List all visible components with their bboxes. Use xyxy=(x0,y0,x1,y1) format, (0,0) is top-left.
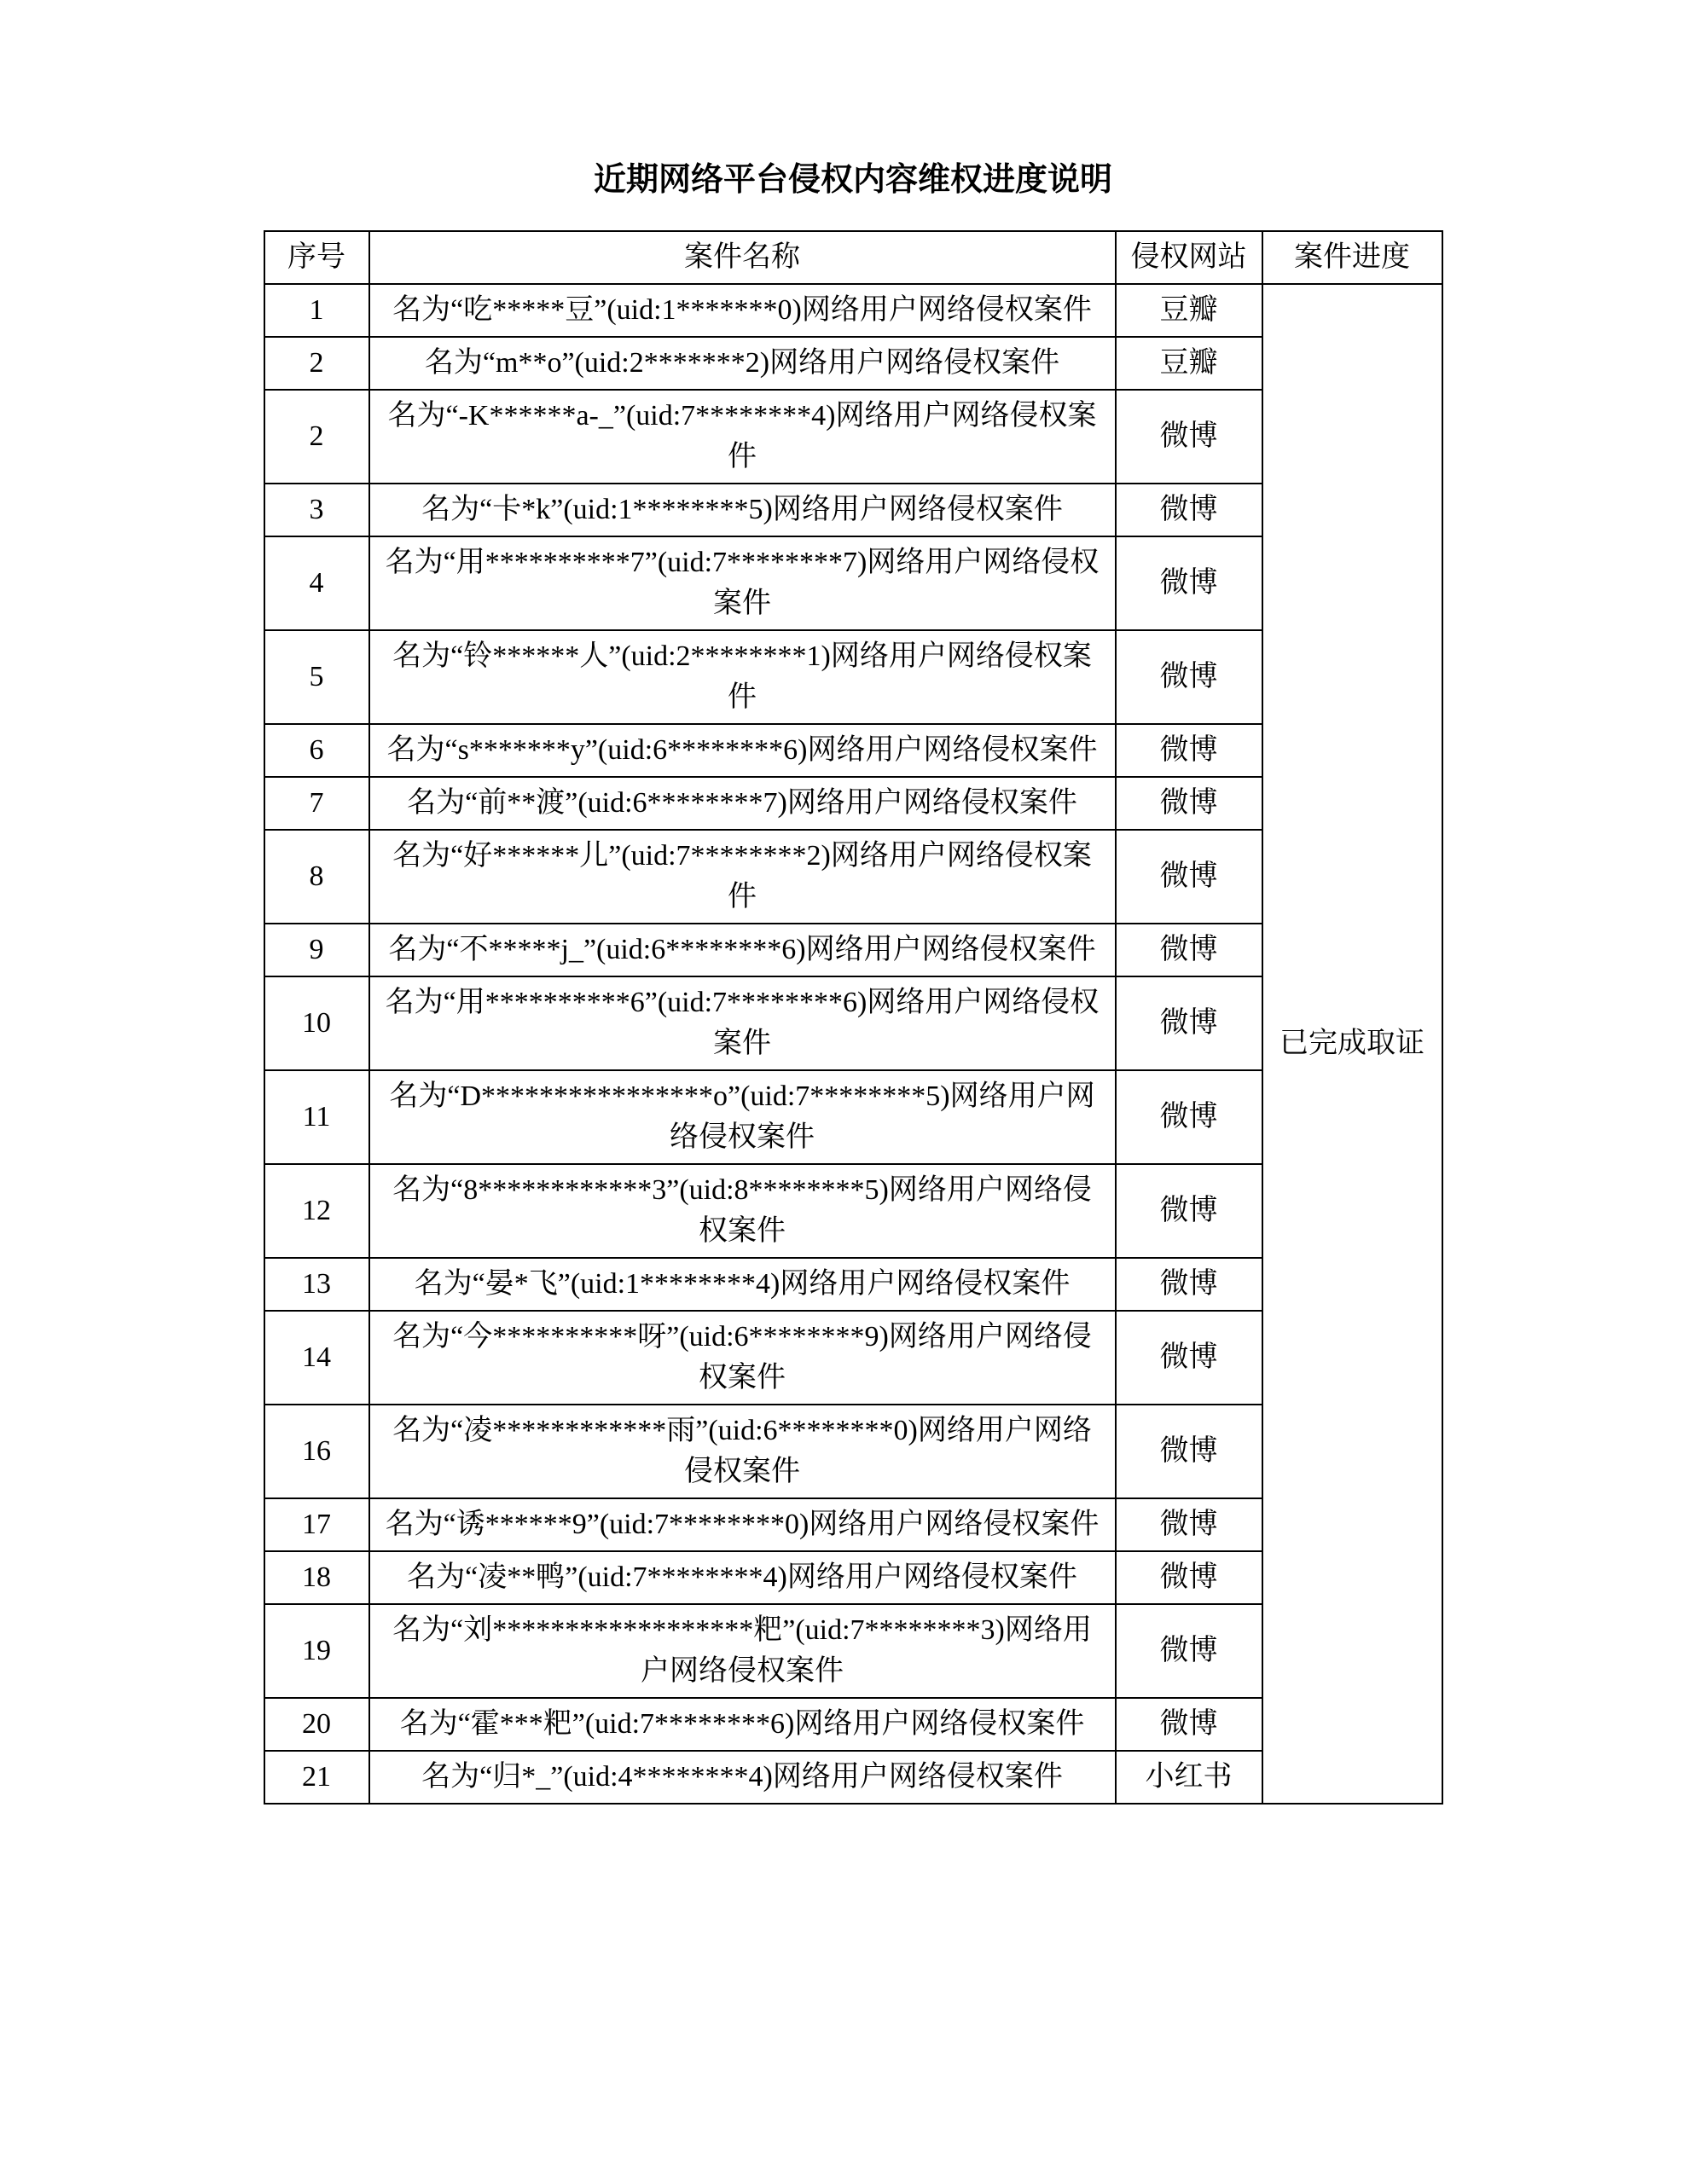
infringing-site-cell: 微博 xyxy=(1116,390,1262,484)
case-name-cell: 名为“s*******y”(uid:6********6)网络用户网络侵权案件 xyxy=(369,724,1116,777)
infringing-site-cell: 微博 xyxy=(1116,484,1262,536)
case-name-cell: 名为“归*_”(uid:4********4)网络用户网络侵权案件 xyxy=(369,1751,1116,1804)
header-infringing-site: 侵权网站 xyxy=(1116,231,1262,284)
case-number-cell: 10 xyxy=(264,976,369,1070)
header-case-name: 案件名称 xyxy=(369,231,1116,284)
case-number-cell: 2 xyxy=(264,337,369,390)
table-body xyxy=(264,284,1442,1804)
case-number-cell: 2 xyxy=(264,390,369,484)
case-name-cell: 名为“卡*k”(uid:1********5)网络用户网络侵权案件 xyxy=(369,484,1116,536)
page-title: 近期网络平台侵权内容维权进度说明 xyxy=(593,162,1112,198)
case-name-cell: 名为“凌**鸭”(uid:7********4)网络用户网络侵权案件 xyxy=(369,1551,1116,1604)
infringing-site-cell: 豆瓣 xyxy=(1116,337,1262,390)
case-number-cell: 13 xyxy=(264,1258,369,1311)
case-number-cell: 17 xyxy=(264,1498,369,1551)
case-name-cell: 名为“吃*****豆”(uid:1*******0)网络用户网络侵权案件 xyxy=(369,284,1116,337)
case-name-cell: 名为“今**********呀”(uid:6********9)网络用户网络侵权案件 xyxy=(369,1311,1116,1405)
infringing-site-cell: 微博 xyxy=(1116,830,1262,924)
infringing-site-cell: 微博 xyxy=(1116,724,1262,777)
infringing-site-cell: 微博 xyxy=(1116,777,1262,830)
infringing-site-cell: 微博 xyxy=(1116,1604,1262,1698)
table-header-row xyxy=(264,231,1442,284)
case-number-cell: 1 xyxy=(264,284,369,337)
case-progress-cell: 已完成取证 xyxy=(1262,284,1442,1804)
case-number-cell: 18 xyxy=(264,1551,369,1604)
infringing-site-cell: 小红书 xyxy=(1116,1751,1262,1804)
case-number-cell: 16 xyxy=(264,1405,369,1498)
case-number-cell: 20 xyxy=(264,1698,369,1751)
case-table xyxy=(264,230,1443,1805)
infringing-site-cell: 微博 xyxy=(1116,1311,1262,1405)
case-number-cell: 11 xyxy=(264,1070,369,1164)
case-name-cell: 名为“用**********7”(uid:7********7)网络用户网络侵权案件 xyxy=(369,536,1116,630)
case-name-cell: 名为“8************3”(uid:8********5)网络用户网络侵权案件 xyxy=(369,1164,1116,1258)
infringing-site-cell: 微博 xyxy=(1116,976,1262,1070)
case-name-cell: 名为“m**o”(uid:2*******2)网络用户网络侵权案件 xyxy=(369,337,1116,390)
case-name-cell: 名为“晏*飞”(uid:1********4)网络用户网络侵权案件 xyxy=(369,1258,1116,1311)
table-row xyxy=(264,284,1442,337)
infringing-site-cell: 微博 xyxy=(1116,536,1262,630)
case-name-cell: 名为“好******儿”(uid:7********2)网络用户网络侵权案件 xyxy=(369,830,1116,924)
case-number-cell: 19 xyxy=(264,1604,369,1698)
infringing-site-cell: 微博 xyxy=(1116,1551,1262,1604)
case-name-cell: 名为“诱******9”(uid:7********0)网络用户网络侵权案件 xyxy=(369,1498,1116,1551)
case-name-cell: 名为“D****************o”(uid:7********5)网络用户网络侵权案件 xyxy=(369,1070,1116,1164)
case-name-cell: 名为“用**********6”(uid:7********6)网络用户网络侵权案件 xyxy=(369,976,1116,1070)
case-number-cell: 12 xyxy=(264,1164,369,1258)
infringing-site-cell: 微博 xyxy=(1116,1698,1262,1751)
case-name-cell: 名为“凌************雨”(uid:6********0)网络用户网络侵权案件 xyxy=(369,1405,1116,1498)
case-number-cell: 14 xyxy=(264,1311,369,1405)
infringing-site-cell: 微博 xyxy=(1116,1405,1262,1498)
case-name-cell: 名为“-K******a-_”(uid:7********4)网络用户网络侵权案件 xyxy=(369,390,1116,484)
case-number-cell: 21 xyxy=(264,1751,369,1804)
infringing-site-cell: 微博 xyxy=(1116,1498,1262,1551)
case-name-cell: 名为“霍***粑”(uid:7********6)网络用户网络侵权案件 xyxy=(369,1698,1116,1751)
case-number-cell: 5 xyxy=(264,630,369,724)
header-case-progress: 案件进度 xyxy=(1262,231,1442,284)
case-number-cell: 8 xyxy=(264,830,369,924)
infringing-site-cell: 微博 xyxy=(1116,924,1262,976)
header-case-number: 序号 xyxy=(264,231,369,284)
infringing-site-cell: 微博 xyxy=(1116,1258,1262,1311)
case-name-cell: 名为“刘******************粑”(uid:7********3)网络用户网络侵权案件 xyxy=(369,1604,1116,1698)
case-number-cell: 7 xyxy=(264,777,369,830)
infringing-site-cell: 微博 xyxy=(1116,1164,1262,1258)
case-number-cell: 4 xyxy=(264,536,369,630)
infringing-site-cell: 微博 xyxy=(1116,630,1262,724)
case-number-cell: 6 xyxy=(264,724,369,777)
infringing-site-cell: 豆瓣 xyxy=(1116,284,1262,337)
case-number-cell: 3 xyxy=(264,484,369,536)
case-number-cell: 9 xyxy=(264,924,369,976)
case-name-cell: 名为“不*****j_”(uid:6********6)网络用户网络侵权案件 xyxy=(369,924,1116,976)
case-name-cell: 名为“铃******人”(uid:2********1)网络用户网络侵权案件 xyxy=(369,630,1116,724)
infringing-site-cell: 微博 xyxy=(1116,1070,1262,1164)
case-name-cell: 名为“前**渡”(uid:6********7)网络用户网络侵权案件 xyxy=(369,777,1116,830)
